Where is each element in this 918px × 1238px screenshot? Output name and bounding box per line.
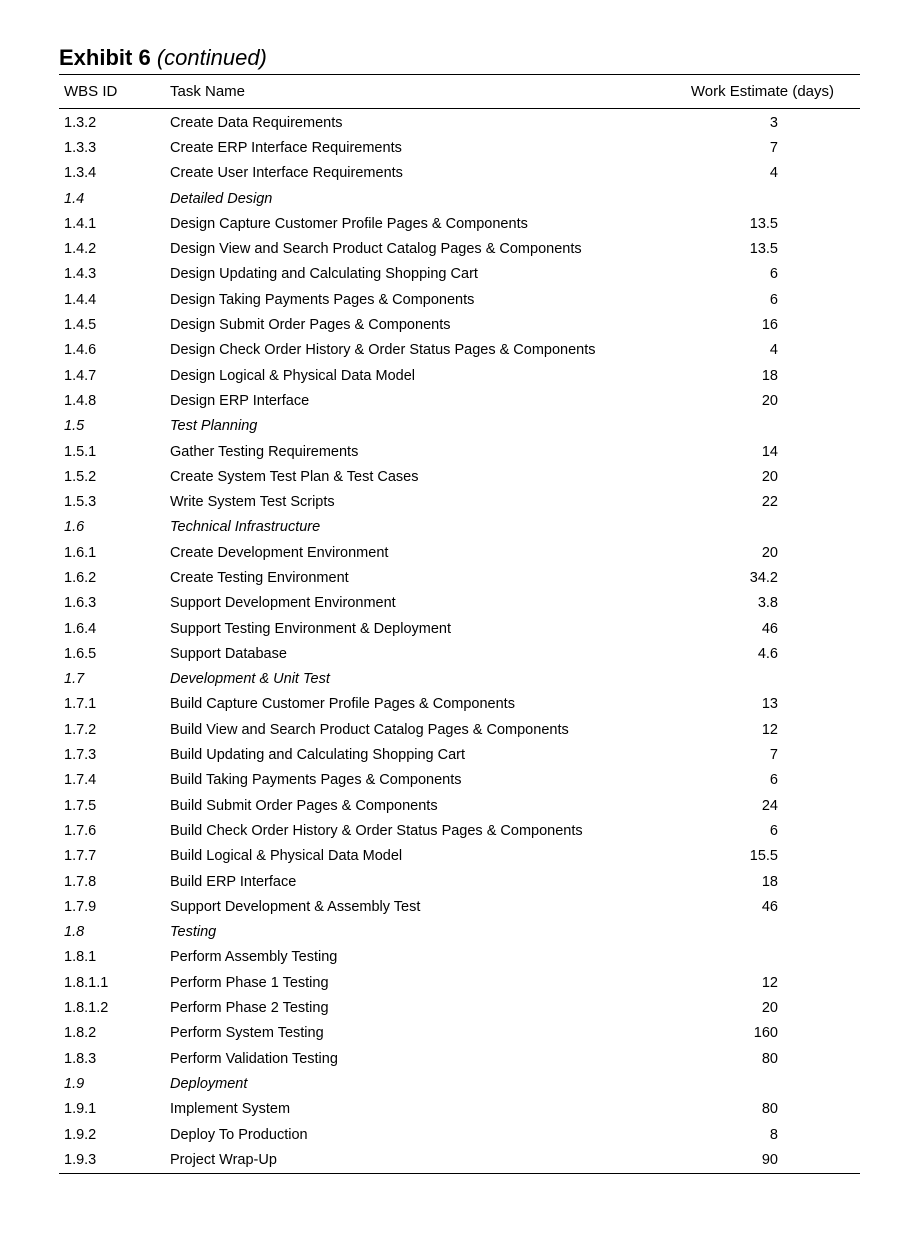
cell-wbs-id: 1.6	[64, 519, 85, 536]
cell-wbs-id: 1.8.2	[64, 1025, 97, 1042]
table-row	[59, 489, 860, 514]
exhibit-title	[59, 42, 860, 74]
cell-wbs-id: 1.4.4	[64, 291, 97, 308]
cell-wbs-id: 1.8.1.1	[64, 974, 109, 991]
cell-task-name: Test Planning	[170, 418, 258, 435]
cell-task-name: Support Development Environment	[170, 595, 396, 612]
cell-work-estimate: 20	[761, 468, 778, 485]
cell-wbs-id: 1.5.2	[64, 468, 97, 485]
table-row	[59, 844, 860, 869]
table-row	[59, 793, 860, 818]
table-row	[59, 641, 860, 666]
cell-work-estimate: 20	[761, 1000, 778, 1017]
cell-work-estimate: 4	[769, 342, 778, 359]
cell-work-estimate: 18	[761, 873, 778, 890]
cell-work-estimate: 6	[769, 772, 778, 789]
cell-task-name: Build Check Order History & Order Status Pages & Components	[170, 822, 583, 839]
cell-wbs-id: 1.4.7	[64, 367, 97, 384]
cell-work-estimate: 12	[761, 721, 778, 738]
cell-wbs-id: 1.7.2	[64, 721, 97, 738]
cell-task-name: Create ERP Interface Requirements	[170, 139, 402, 156]
cell-task-name: Testing	[170, 924, 217, 941]
cell-wbs-id: 1.6.3	[64, 595, 97, 612]
phase-row	[59, 186, 860, 211]
exhibit-page	[59, 42, 860, 1174]
table-row	[59, 768, 860, 793]
table-row	[59, 161, 860, 186]
cell-wbs-id: 1.6.5	[64, 645, 97, 662]
header-task-name: Task Name	[170, 83, 246, 100]
cell-work-estimate: 14	[761, 443, 778, 460]
cell-work-estimate: 13	[761, 696, 778, 713]
cell-task-name: Design Logical & Physical Data Model	[170, 367, 416, 384]
table-row	[59, 945, 860, 970]
cell-task-name: Design Capture Customer Profile Pages & Components	[170, 215, 528, 232]
table-row	[59, 692, 860, 717]
cell-work-estimate: 7	[769, 139, 778, 156]
cell-wbs-id: 1.7.5	[64, 797, 97, 814]
cell-task-name: Project Wrap-Up	[170, 1151, 277, 1168]
cell-work-estimate: 3.8	[757, 595, 778, 612]
table-row	[59, 262, 860, 287]
table-row	[59, 1046, 860, 1071]
cell-work-estimate: 4	[769, 165, 778, 182]
cell-task-name: Deploy To Production	[170, 1126, 308, 1143]
cell-task-name: Design View and Search Product Catalog Pages & Components	[170, 241, 582, 258]
cell-wbs-id: 1.8.1.2	[64, 1000, 109, 1017]
cell-wbs-id: 1.7.6	[64, 822, 97, 839]
cell-task-name: Create User Interface Requirements	[170, 165, 403, 182]
cell-wbs-id: 1.7.3	[64, 747, 97, 764]
cell-task-name: Create System Test Plan & Test Cases	[170, 468, 419, 485]
cell-task-name: Perform Validation Testing	[170, 1050, 338, 1067]
cell-task-name: Perform Phase 2 Testing	[170, 1000, 329, 1017]
cell-task-name: Detailed Design	[170, 190, 273, 207]
cell-wbs-id: 1.4.2	[64, 241, 97, 258]
cell-task-name: Deployment	[170, 1075, 248, 1092]
cell-wbs-id: 1.6.4	[64, 620, 97, 637]
cell-work-estimate: 160	[753, 1025, 778, 1042]
table-row	[59, 1021, 860, 1046]
header-wbs-id: WBS ID	[64, 83, 118, 100]
cell-task-name: Create Development Environment	[170, 544, 389, 561]
cell-work-estimate: 6	[769, 822, 778, 839]
cell-wbs-id: 1.8.1	[64, 949, 97, 966]
cell-task-name: Perform Phase 1 Testing	[170, 974, 329, 991]
cell-task-name: Design ERP Interface	[170, 392, 310, 409]
table-row	[59, 717, 860, 742]
cell-task-name: Support Development & Assembly Test	[170, 898, 421, 915]
table-row	[59, 995, 860, 1020]
cell-wbs-id: 1.4.1	[64, 215, 97, 232]
cell-task-name: Development & Unit Test	[170, 671, 330, 688]
cell-wbs-id: 1.8	[64, 924, 85, 941]
cell-task-name: Create Data Requirements	[170, 114, 343, 131]
table-row	[59, 236, 860, 261]
cell-work-estimate: 4.6	[757, 645, 778, 662]
table-row	[59, 464, 860, 489]
table-row	[59, 818, 860, 843]
table-row	[59, 591, 860, 616]
header-work-estimate: Work Estimate (days)	[690, 83, 834, 100]
cell-wbs-id: 1.9	[64, 1075, 85, 1092]
table-row	[59, 894, 860, 919]
cell-wbs-id: 1.3.4	[64, 165, 97, 182]
cell-wbs-id: 1.4	[64, 190, 85, 207]
table-row	[59, 110, 860, 135]
cell-wbs-id: 1.4.5	[64, 317, 97, 334]
cell-task-name: Build Updating and Calculating Shopping Cart	[170, 747, 466, 764]
cell-task-name: Build View and Search Product Catalog Pages & Components	[170, 721, 569, 738]
cell-work-estimate: 13.5	[749, 215, 778, 232]
table-row	[59, 970, 860, 995]
cell-task-name: Support Database	[170, 645, 287, 662]
cell-wbs-id: 1.9.2	[64, 1126, 97, 1143]
table-row	[59, 869, 860, 894]
table-row	[59, 565, 860, 590]
cell-work-estimate: 80	[761, 1101, 778, 1118]
cell-task-name: Build Logical & Physical Data Model	[170, 848, 403, 865]
cell-work-estimate: 3	[769, 114, 778, 131]
cell-wbs-id: 1.4.3	[64, 266, 97, 283]
cell-task-name: Design Check Order History & Order Status Pages & Components	[170, 342, 596, 359]
cell-wbs-id: 1.6.1	[64, 544, 97, 561]
cell-wbs-id: 1.4.6	[64, 342, 97, 359]
cell-wbs-id: 1.6.2	[64, 569, 97, 586]
cell-wbs-id: 1.9.1	[64, 1101, 97, 1118]
cell-wbs-id: 1.3.2	[64, 114, 97, 131]
cell-task-name: Write System Test Scripts	[170, 494, 335, 511]
cell-task-name: Technical Infrastructure	[170, 519, 321, 536]
exhibit-title-main: Exhibit 6	[59, 45, 151, 70]
cell-work-estimate: 80	[761, 1050, 778, 1067]
table-row	[59, 338, 860, 363]
cell-wbs-id: 1.7.7	[64, 848, 97, 865]
cell-task-name: Implement System	[170, 1101, 291, 1118]
cell-work-estimate: 46	[761, 898, 778, 915]
cell-wbs-id: 1.9.3	[64, 1151, 97, 1168]
cell-task-name: Design Taking Payments Pages & Components	[170, 291, 475, 308]
table-row	[59, 1147, 860, 1172]
table-bottom-rule	[59, 1173, 860, 1174]
cell-work-estimate: 20	[761, 392, 778, 409]
cell-work-estimate: 16	[761, 317, 778, 334]
exhibit-title-suffix: (continued)	[156, 45, 267, 70]
cell-task-name: Gather Testing Requirements	[170, 443, 359, 460]
cell-task-name: Build Taking Payments Pages & Components	[170, 772, 462, 789]
table-row	[59, 1122, 860, 1147]
phase-row	[59, 414, 860, 439]
table-row	[59, 312, 860, 337]
table-row	[59, 742, 860, 767]
cell-work-estimate: 20	[761, 544, 778, 561]
table-header	[59, 75, 860, 109]
table-row	[59, 287, 860, 312]
cell-wbs-id: 1.7.9	[64, 898, 97, 915]
cell-task-name: Support Testing Environment & Deployment	[170, 620, 452, 637]
cell-task-name: Build Submit Order Pages & Components	[170, 797, 438, 814]
table-row	[59, 540, 860, 565]
cell-work-estimate: 12	[761, 974, 778, 991]
table-row	[59, 388, 860, 413]
cell-work-estimate: 8	[769, 1126, 778, 1143]
cell-wbs-id: 1.5.1	[64, 443, 97, 460]
table-row	[59, 363, 860, 388]
cell-wbs-id: 1.5	[64, 418, 85, 435]
cell-work-estimate: 34.2	[749, 569, 778, 586]
cell-task-name: Create Testing Environment	[170, 569, 349, 586]
cell-wbs-id: 1.4.8	[64, 392, 97, 409]
cell-work-estimate: 24	[761, 797, 778, 814]
phase-row	[59, 1071, 860, 1096]
cell-wbs-id: 1.3.3	[64, 139, 97, 156]
cell-task-name: Design Updating and Calculating Shopping Cart	[170, 266, 478, 283]
cell-task-name: Build ERP Interface	[170, 873, 297, 890]
phase-row	[59, 920, 860, 945]
cell-work-estimate: 18	[761, 367, 778, 384]
cell-work-estimate: 7	[769, 747, 778, 764]
table-body	[59, 109, 860, 1172]
table-row	[59, 211, 860, 236]
cell-work-estimate: 46	[761, 620, 778, 637]
phase-row	[59, 515, 860, 540]
cell-work-estimate: 6	[769, 266, 778, 283]
cell-work-estimate: 90	[761, 1151, 778, 1168]
cell-wbs-id: 1.8.3	[64, 1050, 97, 1067]
cell-work-estimate: 15.5	[749, 848, 778, 865]
table-row	[59, 135, 860, 160]
cell-wbs-id: 1.7.4	[64, 772, 97, 789]
table-row	[59, 1097, 860, 1122]
cell-task-name: Build Capture Customer Profile Pages & Components	[170, 696, 515, 713]
cell-wbs-id: 1.7	[64, 671, 85, 688]
cell-task-name: Perform Assembly Testing	[170, 949, 338, 966]
cell-wbs-id: 1.7.1	[64, 696, 97, 713]
cell-work-estimate: 6	[769, 291, 778, 308]
cell-task-name: Design Submit Order Pages & Components	[170, 317, 451, 334]
cell-task-name: Perform System Testing	[170, 1025, 324, 1042]
table-row	[59, 616, 860, 641]
cell-wbs-id: 1.5.3	[64, 494, 97, 511]
cell-work-estimate: 13.5	[749, 241, 778, 258]
phase-row	[59, 667, 860, 692]
table-row	[59, 439, 860, 464]
cell-work-estimate: 22	[761, 494, 778, 511]
cell-wbs-id: 1.7.8	[64, 873, 97, 890]
